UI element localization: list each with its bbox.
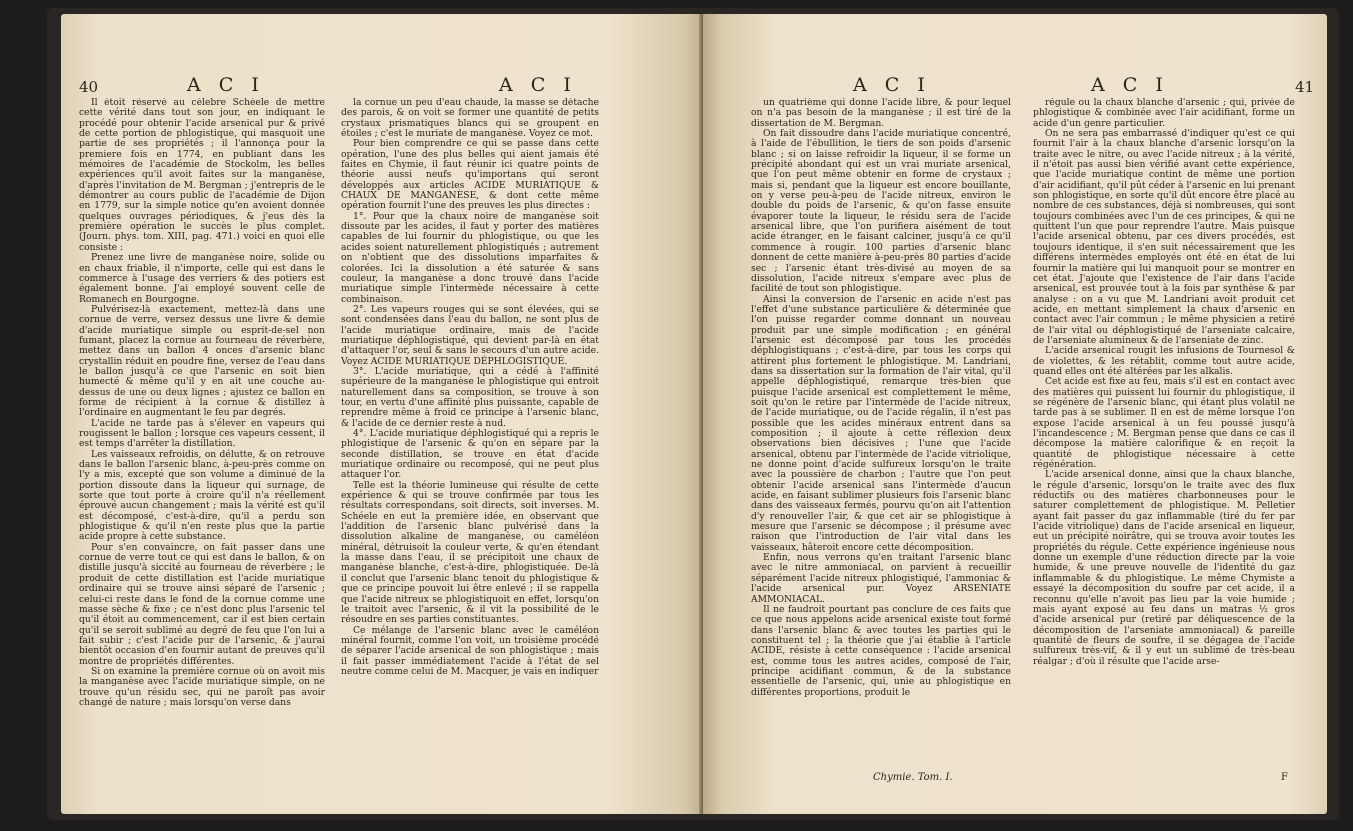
running-head-left-col2: A C I <box>499 74 577 96</box>
signature-letter: F <box>1281 772 1288 783</box>
running-head-right-col1: A C I <box>853 74 931 96</box>
book-spread <box>47 8 1339 820</box>
left-page <box>61 14 703 814</box>
signature-mark: Chymie. Tom. I. <box>873 772 953 783</box>
page-number-right: 41 <box>1295 78 1315 96</box>
right-page-column-2: régule ou la chaux blanche d'arsenic ; qui, privée de phlogistique & combinée avec l'air acidifiant, forme un acide d'un genre particulier. On ne sera pas embarrassé d'indiquer qu'est ce qui fournit l'air à la chaux blanche d'arsenic lorsqu'on la traite avec le nitre, ou avec l'acide nitreux ; à la vérité, il n'étoit pas aussi bien vérifié avant cette expérience, que l'acide muriatique contint de même une portion d'air acidifiant, qu'il pût céder à l'arsenic en lui prenant son phlogistique, en sorte qu'il dût encore être placé au nombre de ces substances, déjà si nombreuses, qui sont toujours combinées avec l'un de ces principes, & qui ne quittent l'un que pour reprendre l'autre. Mais puisque l'acide arsenical obtenu, par ces divers procédés, est toujours identique, il s'en suit nécessairement que les différens intermèdes employés ont été en état de lui fournir la matière qui lui manquoit pour se montrer en cet état. J'ajoute que l'existence de l'air dans l'acide arsenical, est prouvée tout à la fois par synthèse & par analyse : on a vu que M. Landriani avoit produit cet acide, en mettant simplement la chaux d'arsenic en contact avec l'air commun ; le même physicien a retiré de l'air vital ou déphlogistiqué de l'arseniate calcaire, de l'arseniate alumineux & de l'arseniate de zinc. L'acide arsenical rougit les infusions de Tournesol & de violettes, & les rétablit, comme tout autre acide, quand elles ont été altérées par les alkalis. Cet acide est fixe au feu, mais s'il est en contact avec des matières qui puissent lui fournir du phlogistique, il se régénère de l'arsenic blanc, qui étant plus volatil ne tarde pas à se sublimer. Il en est de même lorsque l'on expose l'acide arsenical à un feu poussé jusqu'à l'incandescence ; M. Bergman pense que dans ce cas il décompose la matière calorifique & en reçoit la quantité de phlogistique nécessaire à cette régénération. L'acide arsenical donne, ainsi que la chaux blanche, le régule d'arsenic, lorsqu'on le traite avec des flux réductifs ou des matières charbonneuses pour le saturer complettement de phlogistique. M. Pelletier ayant fait passer du gaz inflammable (tiré du fer par l'acide vitriolique) dans de l'acide arsenical en liqueur, eut un précipité noirâtre, qui se trouva avoir toutes les propriétés du régule. Cette expérience ingénieuse nous donne un exemple d'une réduction directe par la voie humide, & une preuve nouvelle de l'identité du gaz inflammable & du phlogistique. Le même Chymiste a essayé la décomposition du soufre par cet acide, il a reconnu qu'elle n'avoit pas lieu par la voie humide ; mais ayant exposé au feu dans un matras ½ gros d'acide arsenical pur (retiré par déliquescence de la décomposition de l'arseniate ammoniacal) & pareille quantité de fleurs de soufre, il se dégagea de l'acide sulfureux très-vif, & il y eut un sublimé de très-beau réalgar ; d'où il résulte que l'acide arse- <box>1033 98 1295 667</box>
left-page-column-2: la cornue un peu d'eau chaude, la masse se détache des parois, & on voit se former une quantité de petits crystaux prismatiques blancs qui se groupent en étoiles ; c'est le muriate de manganèse. Voyez ce mot. Pour bien comprendre ce qui se passe dans cette opération, l'une des plus belles qui aient jamais été faites en Chymie, il faut réunir ici quatre points de théorie aussi neufs qu'importans qui seront développés aux articles ACIDE MURIATIQUE & CHAUX DE MANGANÈSE, & dont cette même opération fournit l'une des preuves les plus directes : 1°. Pour que la chaux noire de manganèse soit dissoute par les acides, il faut y porter des matières capables de lui fournir du phlogistique, ou que les acides soient naturellement phlogistiqués ; autrement on n'obtient que des dissolutions imparfaites & colorées. Ici la dissolution a été saturée & sans couleur, la manganèse a donc trouvé dans l'acide muriatique simple l'intermède nécessaire à cette combinaison. 2°. Les vapeurs rouges qui se sont élevées, qui se sont condensées dans l'eau du ballon, ne sont plus de l'acide muriatique ordinaire, mais de l'acide muriatique déphlogistiqué, qui devient par-là en état d'attaquer l'or, seul & sans le secours d'un autre acide. Voyez ACIDE MURIATIQUE DÉPHLOGISTIQUÉ. 3°. L'acide muriatique, qui a cédé à l'affinité supérieure de la manganèse le phlogistique qui entroit naturellement dans sa composition, se trouve à son tour, en vertu d'une affinité plus puissante, capable de reprendre même à froid ce principe à l'arsenic blanc, & l'acide de ce dernier reste à nud. 4°. L'acide muriatique déphlogistiqué qui a repris le phlogistique de l'arsenic & qu'on en sépare par la seconde distillation, se trouve en état d'acide muriatique ordinaire ou recomposé, qui ne peut plus attaquer l'or. Telle est la théorie lumineuse qui résulte de cette expérience & qui se trouve confirmée par tous les résultats correspondans, soit directs, soit inverses. M. Schéele en eut la première idée, en observant que l'addition de l'arsenic blanc pulvérisé dans la dissolution alkaline de manganèse, ou caméléon minéral, détruisoit la couleur verte, & qu'en étendant la masse dans l'eau, il se précipitoit une chaux de manganèse blanche, c'est-à-dire, phlogistiquée. De-là il conclut que l'arsenic blanc tenoit du phlogistique & que ce principe pouvoit lui être enlevé ; il se rappella que l'acide nitreux se phlogistiquoit en effet, lorsqu'on le traitoit avec l'arsenic, & il vit la possibilité de le résoudre en ses parties constituantes. Ce mélange de l'arsenic blanc avec le caméléon minéral fournit, comme l'on voit, un troisième procédé de séparer l'acide arsenical de son phlogistique ; mais il fait passer immédiatement l'acide à l'état de sel neutre comme celui de M. Macquer, je vais en indiquer <box>341 98 599 677</box>
left-page-column-1: Il étoit réservé au célebre Schéele de mettre cette vérité dans tout son jour, en indiquant le procédé pour obtenir l'acide arsenical pur & privé de cette portion de phlogistique, qui masquoit une partie de ses propriétés ; il l'annonça pour la premiere fois en 1774, en publiant dans les mémoires de l'académie de Stockolm, les belles expériences qu'il avoit faites sur la manganèse, d'après l'invitation de M. Bergman ; j'entrepris de le démontrer au cours public de l'académie de Dijon en 1779, sur la simple notice qu'en avoient donnée quelques ouvrages périodiques, & j'eus dès la première opération le succès le plus complet. (Journ. phys. tom. XIII, pag. 471.) voici en quoi elle consiste : Prenez une livre de manganèse noire, solide ou en chaux friable, il n'importe, celle qui est dans le commerce à l'usage des verriers & des potiers est également bonne. J'ai employé souvent celle de Romanech en Bourgogne. Pulvérisez-là exactement, mettez-là dans une cornue de verre, versez dessus une livre & demie d'acide muriatique simple ou esprit-de-sel non fumant, placez la cornue au fourneau de réverbère, mettez dans un ballon 4 onces d'arsenic blanc crystallin réduit en poudre fine, versez de l'eau dans le ballon jusqu'à ce que l'arsenic en soit bien humecté & même qu'il y en ait une couche au-dessus de une ou deux lignes ; ajustez ce ballon en forme de récipient à la cornue & distillez à l'ordinaire en augmentant le feu par degrés. L'acide ne tarde pas à s'élever en vapeurs qui rougissent le ballon ; lorsque ces vapeurs cessent, il est temps d'arrêter la distillation. Les vaisseaux refroidis, on délutte, & on retrouve dans le ballon l'arsenic blanc, à-peu-près comme on l'y a mis, excepté que son volume a diminué de la portion dissoute dans la liqueur qui surnage, de sorte que tout porte à croire qu'il n'a réellement éprouvé aucun changement ; mais la vérité est qu'il est décomposé, c'est-à-dire, qu'il a perdu son phlogistique & qu'il n'en reste plus que la partie acide propre à cette substance. Pour s'en convaincre, on fait passer dans une cornue de verre tout ce qui est dans le ballon, & on distille jusqu'à siccité au fourneau de réverbère ; le produit de cette distillation est l'acide muriatique ordinaire qui se trouve ainsi séparé de l'arsenic ; celui-ci reste dans le fond de la cornue comme une masse sèche & fixe ; ce n'est donc plus l'arsenic tel qu'il étoit au commencement, car il est bien certain qu'il se seroit sublimé au degré de feu que l'on lui a fait subir ; c'est l'acide pur de l'arsenic, & j'aurai bientôt occasion d'en fournir autant de preuves qu'il montre de propriétés différentes. Si on examine la première cornue où on avoit mis la manganèse avec l'acide muriatique simple, on ne trouve qu'un résidu sec, qui ne paroît pas avoir changé de nature ; mais lorsqu'on verse dans <box>79 98 325 708</box>
running-head-left-col1: A C I <box>187 74 265 96</box>
right-page-column-1: un quatrième qui donne l'acide libre, & pour lequel on n'a pas besoin de la manganèse ; il est tiré de la dissertation de M. Bergman. On fait dissoudre dans l'acide muriatique concentré, à l'aide de l'ébullition, le tiers de son poids d'arsenic blanc ; si on laisse refroidir la liqueur, il se forme un précipité abondant qui est un vrai muriate arsenical, que l'on peut même obtenir en forme de crystaux ; mais si, pendant que la liqueur est encore bouillante, on y verse peu-à-peu de l'acide nitreux, environ le double du poids de l'arsenic, & qu'on fasse ensuite évaporer toute la liqueur, le résidu sera de l'acide arsenical libre, que l'on purifiera aisément de tout acide étranger, en le faisant calciner, jusqu'à ce qu'il commence à rougir. 100 parties d'arsenic blanc donnent de cette manière à-peu-près 80 parties d'acide sec ; l'arsenic étant très-divisé au moyen de sa dissolution, l'acide nitreux s'empare avec plus de facilité de tout son phlogistique. Ainsi la conversion de l'arsenic en acide n'est pas l'effet d'une substance particulière & déterminée que l'on puisse regarder comme donnant un nouveau produit par une simple modification ; en général l'arsenic est décomposé par tous les procédés déphlogistiquans ; c'est-à-dire, par tous les corps qui attirent plus fortement le phlogistique. M. Landriani, dans sa dissertation sur la formation de l'air vital, qu'il appelle déphlogistiqué, remarque très-bien que puisque l'acide arsenical est complettement le même, soit qu'on le retire par l'intermède de l'acide nitreux, de l'acide muriatique, ou de l'acide régalin, il n'est pas possible que les acides minéraux entrent dans sa composition ; il ajoute à cette réflexion deux observations bien décisives ; l'une que l'acide arsenical, obtenu par l'intermède de l'acide vitriolique, ne donne point d'acide sulfureux lorsqu'on le traite avec la poussière de charbon ; l'autre que l'on peut obtenir l'acide arsenical sans l'intermède d'aucun acide, en faisant sublimer plusieurs fois l'arsenic blanc dans des vaisseaux fermés, pourvu qu'on ait l'attention d'y renouveller l'air, & que cet air se phlogistique à mesure que l'arsenic se décompose ; il présume avec raison que l'introduction de l'air vital dans les vaisseaux, hâteroit encore cette décomposition. Enfin, nous verrons qu'en traitant l'arsenic blanc avec le nitre ammoniacal, on parvient à recueillir séparément l'acide nitreux phlogistiqué, l'ammoniac & l'acide arsenical pur. Voyez ARSENIATE AMMONIACAL. Il ne faudroit pourtant pas conclure de ces faits que ce que nous appelons acide arsenical existe tout formé dans l'arsenic blanc & avec toutes les parties qui le constituent tel ; la théorie que j'ai établie à l'article ACIDE, résiste à cette conséquence : l'acide arsenical est, comme tous les autres acides, composé de l'air, principe acidifiant commun, & de la substance essentielle de l'arsenic, qui, unie au phlogistique en différentes proportions, produit le <box>751 98 1011 698</box>
running-head-right-col2: A C I <box>1091 74 1169 96</box>
right-page <box>703 14 1327 814</box>
page-number-left: 40 <box>79 78 99 96</box>
